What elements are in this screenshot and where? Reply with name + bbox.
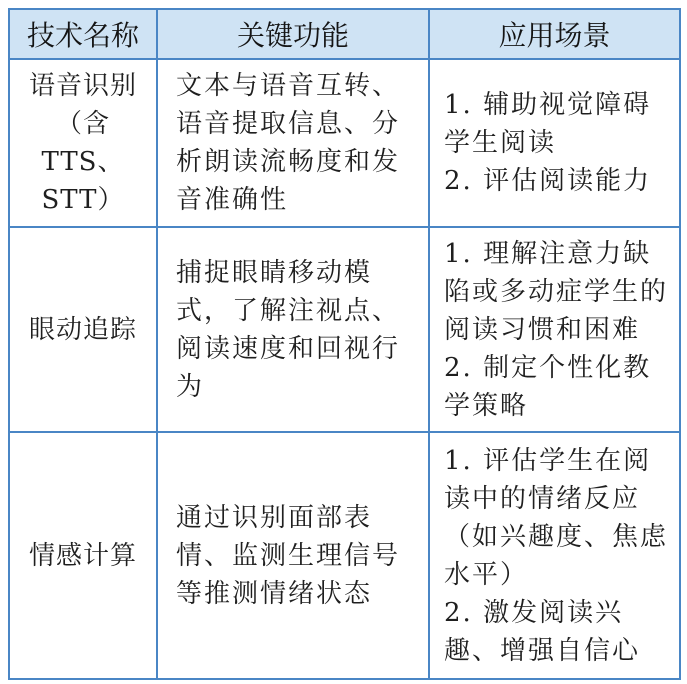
application-item: 1. 辅助视觉障碍学生阅读 (444, 90, 652, 158)
function-cell (157, 432, 429, 679)
application-item: 2. 制定个性化教学策略 (444, 352, 652, 421)
function-text: 通过识别面部表情、监测生理信号等推测情绪状态 (176, 502, 401, 609)
tech-name-text: 语音识别（含 TTS、STT） (28, 71, 137, 215)
header-application-scenario: 应用场景 (429, 9, 680, 59)
tech-name-cell (9, 432, 157, 679)
function-text: 文本与语音互转、语音提取信息、分析朗读流畅度和发音准确性 (176, 71, 401, 215)
table-row (9, 432, 680, 679)
tech-name-text: 眼动追踪 (28, 314, 137, 345)
application-cell (429, 59, 680, 227)
table-row (9, 59, 680, 227)
tech-name-cell (9, 227, 157, 432)
tech-name-text: 情感计算 (28, 540, 137, 571)
header-tech-name: 技术名称 (9, 9, 157, 59)
header-row (9, 9, 680, 59)
table-row (9, 227, 680, 432)
application-item: 1. 理解注意力缺陷或多动症学生的阅读习惯和困难 (444, 238, 669, 345)
application-cell (429, 432, 680, 679)
application-item: 2. 评估阅读能力 (444, 166, 652, 196)
application-cell (429, 227, 680, 432)
function-text: 捕捉眼睛移动模式，了解注视点、阅读速度和回视行为 (176, 257, 401, 402)
tech-name-cell (9, 59, 157, 227)
header-key-function: 关键功能 (157, 9, 429, 59)
function-cell (157, 227, 429, 432)
technology-table (8, 8, 681, 680)
function-cell (157, 59, 429, 227)
application-item: 2. 激发阅读兴趣、增强自信心 (444, 597, 641, 666)
application-item: 1. 评估学生在阅读中的情绪反应（如兴趣度、焦虑水平） (444, 445, 669, 590)
